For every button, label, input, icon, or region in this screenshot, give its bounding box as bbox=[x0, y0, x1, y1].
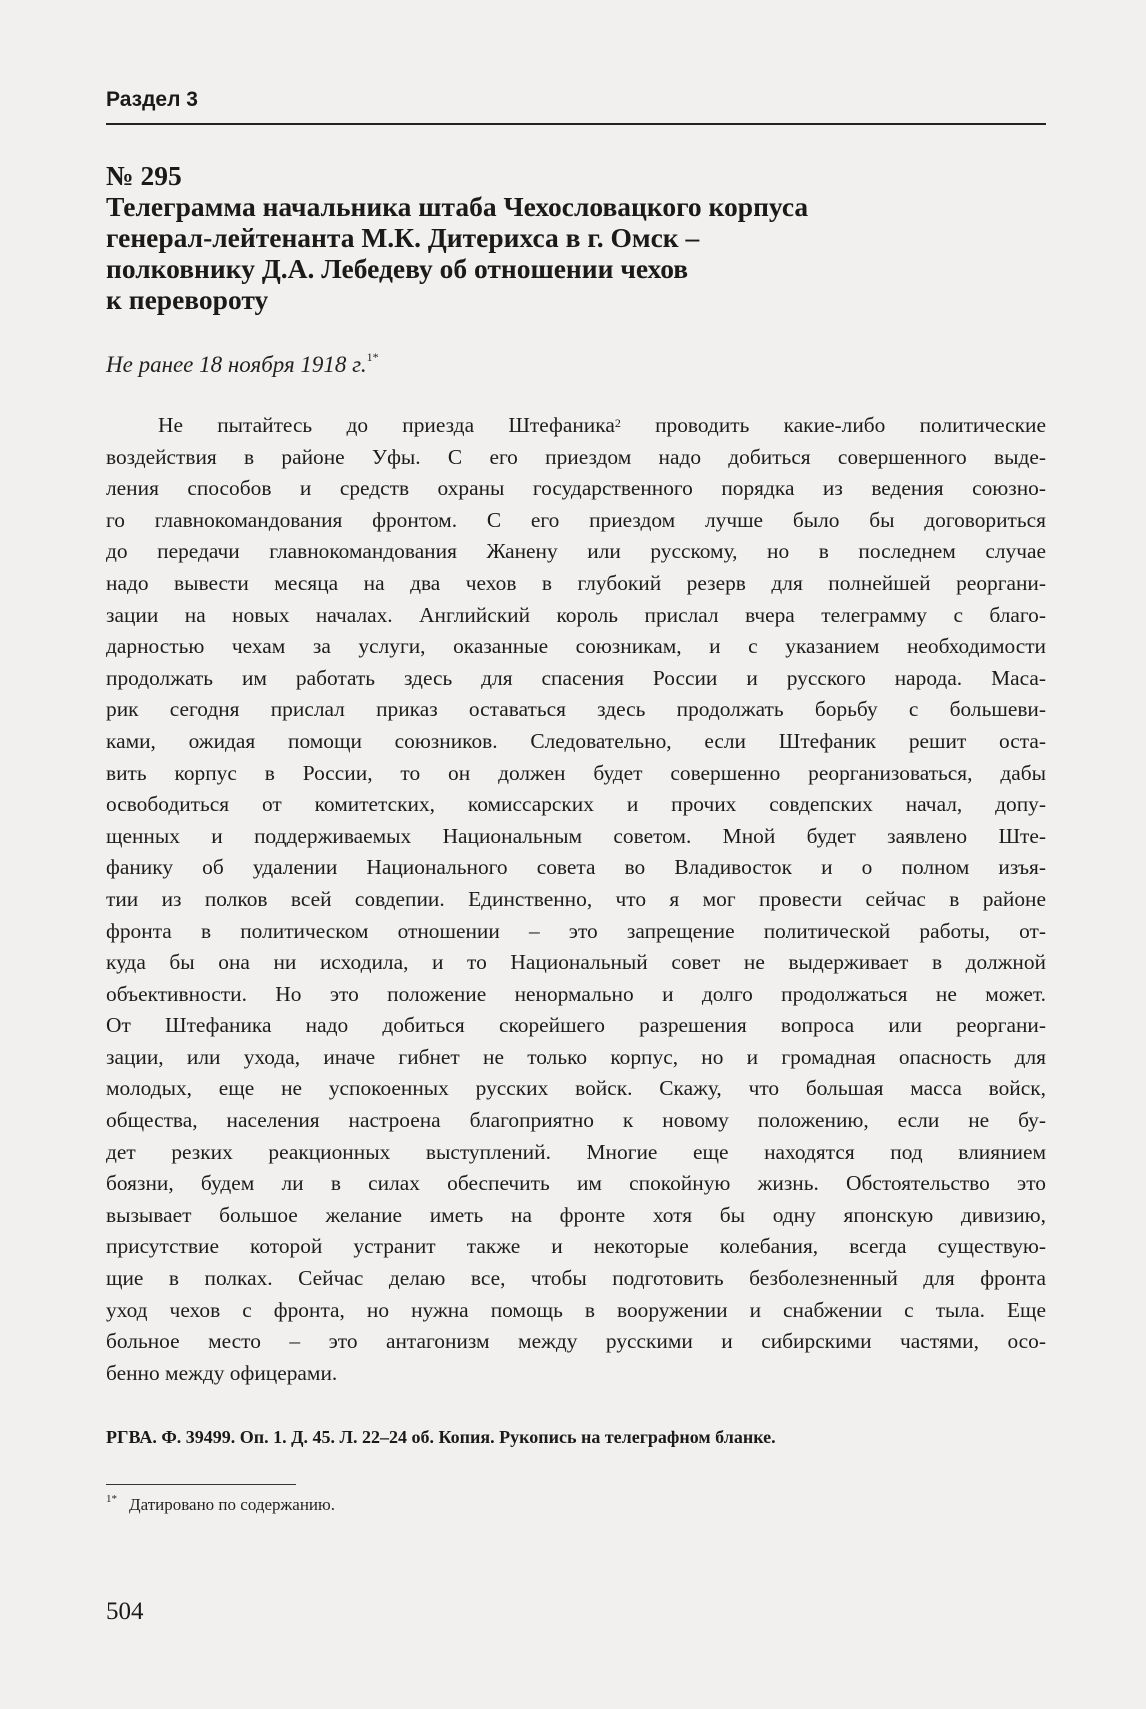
archive-source: РГВА. Ф. 39499. Оп. 1. Д. 45. Л. 22–24 об. Копия. Рукопись на телеграфном бланке. bbox=[106, 1427, 776, 1447]
title-line: Телеграмма начальника штаба Чехословацкого корпуса bbox=[106, 191, 809, 222]
body-line bbox=[106, 410, 1046, 442]
body-line: надо вывести месяца на два чехов в глубокий резерв для полнейшей реоргани- bbox=[106, 570, 1046, 595]
body-line: щенных и поддерживаемых Национальным советом. Мной будет заявлено Ште- bbox=[106, 823, 1046, 848]
body-line: освободиться от комитетских, комиссарских и прочих совдепских начал, допу- bbox=[106, 792, 1046, 817]
body-footnote-mark: 2 bbox=[614, 416, 621, 430]
body-line: дарностью чехам за услуги, оказанные союзникам, и с указанием необходимости bbox=[106, 634, 1046, 659]
body-line: зации на новых началах. Английский король прислал вчера телеграмму с благо- bbox=[106, 602, 1046, 627]
body-line: фанику об удалении Национального совета во Владивосток и о полном изъя- bbox=[106, 855, 1046, 880]
body-line: продолжать им работать здесь для спасения России и русского народа. Маса- bbox=[106, 665, 1046, 690]
title-line: к перевороту bbox=[106, 284, 269, 315]
page-number: 504 bbox=[106, 1598, 144, 1625]
body-line: щие в полках. Сейчас делаю все, чтобы подготовить безболезненный для фронта bbox=[106, 1266, 1046, 1291]
telegram-body bbox=[106, 410, 1046, 1389]
title-line: полковнику Д.А. Лебедеву об отношении чехов bbox=[106, 253, 689, 284]
body-line: ления способов и средств охраны государственного порядка из ведения союзно- bbox=[106, 476, 1046, 501]
header-rule bbox=[106, 123, 1046, 125]
title-line: генерал-лейтенанта М.К. Дитерихса в г. Омск – bbox=[106, 222, 700, 253]
body-line: воздействия в районе Уфы. С его приездом надо добиться совершенного выде- bbox=[106, 444, 1046, 469]
body-line: больное место – это антагонизм между русскими и сибирскими частями, осо- bbox=[106, 1329, 1046, 1354]
footnote-rule bbox=[106, 1484, 296, 1485]
body-line: вызывает большое желание иметь на фронте хотя бы одну японскую дивизию, bbox=[106, 1202, 1046, 1227]
body-line: тии из полков всей совдепии. Единственно, что я мог провести сейчас в районе bbox=[106, 886, 1046, 911]
document-title bbox=[106, 160, 1046, 315]
section-header: Раздел 3 bbox=[106, 88, 198, 111]
footnote bbox=[106, 1495, 335, 1515]
footnote-mark: 1* bbox=[106, 1493, 117, 1505]
body-line: рик сегодня прислал приказ оставаться здесь продолжать борьбу с большеви- bbox=[106, 697, 1046, 722]
body-line: От Штефаника надо добиться скорейшего разрешения вопроса или реоргани- bbox=[106, 1013, 1046, 1038]
body-line: до передачи главнокомандования Жанену или русскому, но в последнем случае bbox=[106, 539, 1046, 564]
body-line: бенно между офицерами. bbox=[106, 1360, 338, 1385]
body-line: ками, ожидая помощи союзников. Следовательно, если Штефаник решит оста- bbox=[106, 728, 1046, 753]
body-line: куда бы она ни исходила, и то Национальный совет не выдерживает в должной bbox=[106, 950, 1046, 975]
body-line: присутствие которой устранит также и некоторые колебания, всегда существую- bbox=[106, 1234, 1046, 1259]
body-line: го главнокомандования фронтом. С его приездом лучше было бы договориться bbox=[106, 507, 1046, 532]
footnote-text: Датировано по содержанию. bbox=[129, 1495, 335, 1514]
body-line: вить корпус в России, то он должен будет совершенно реорганизоваться, дабы bbox=[106, 760, 1046, 785]
body-line: уход чехов с фронта, но нужна помощь в вооружении и снабжении с тыла. Еще bbox=[106, 1297, 1046, 1322]
body-line: зации, или ухода, иначе гибнет не только корпус, но и громадная опасность для bbox=[106, 1044, 1046, 1069]
body-line: молодых, еще не успокоенных русских войск. Скажу, что большая масса войск, bbox=[106, 1076, 1046, 1101]
body-line: боязни, будем ли в силах обеспечить им спокойную жизнь. Обстоятельство это bbox=[106, 1171, 1046, 1196]
body-line: общества, населения настроена благоприятно к новому положению, если не бу- bbox=[106, 1108, 1046, 1133]
body-line: объективности. Но это положение ненормально и долго продолжаться не может. bbox=[106, 981, 1046, 1006]
document-number: № 295 bbox=[106, 160, 182, 191]
body-text-fragment: Не пытайтесь до приезда Штефаника bbox=[158, 413, 615, 437]
body-line: фронта в политическом отношении – это запрещение политической работы, от- bbox=[106, 918, 1046, 943]
body-text-fragment: проводить какие-либо политические bbox=[620, 413, 1046, 437]
date-text: Не ранее 18 ноября 1918 г. bbox=[106, 352, 367, 377]
date-footnote-mark: 1* bbox=[366, 350, 379, 364]
document-date bbox=[106, 352, 379, 378]
body-line: дет резких реакционных выступлений. Многие еще находятся под влиянием bbox=[106, 1139, 1046, 1164]
